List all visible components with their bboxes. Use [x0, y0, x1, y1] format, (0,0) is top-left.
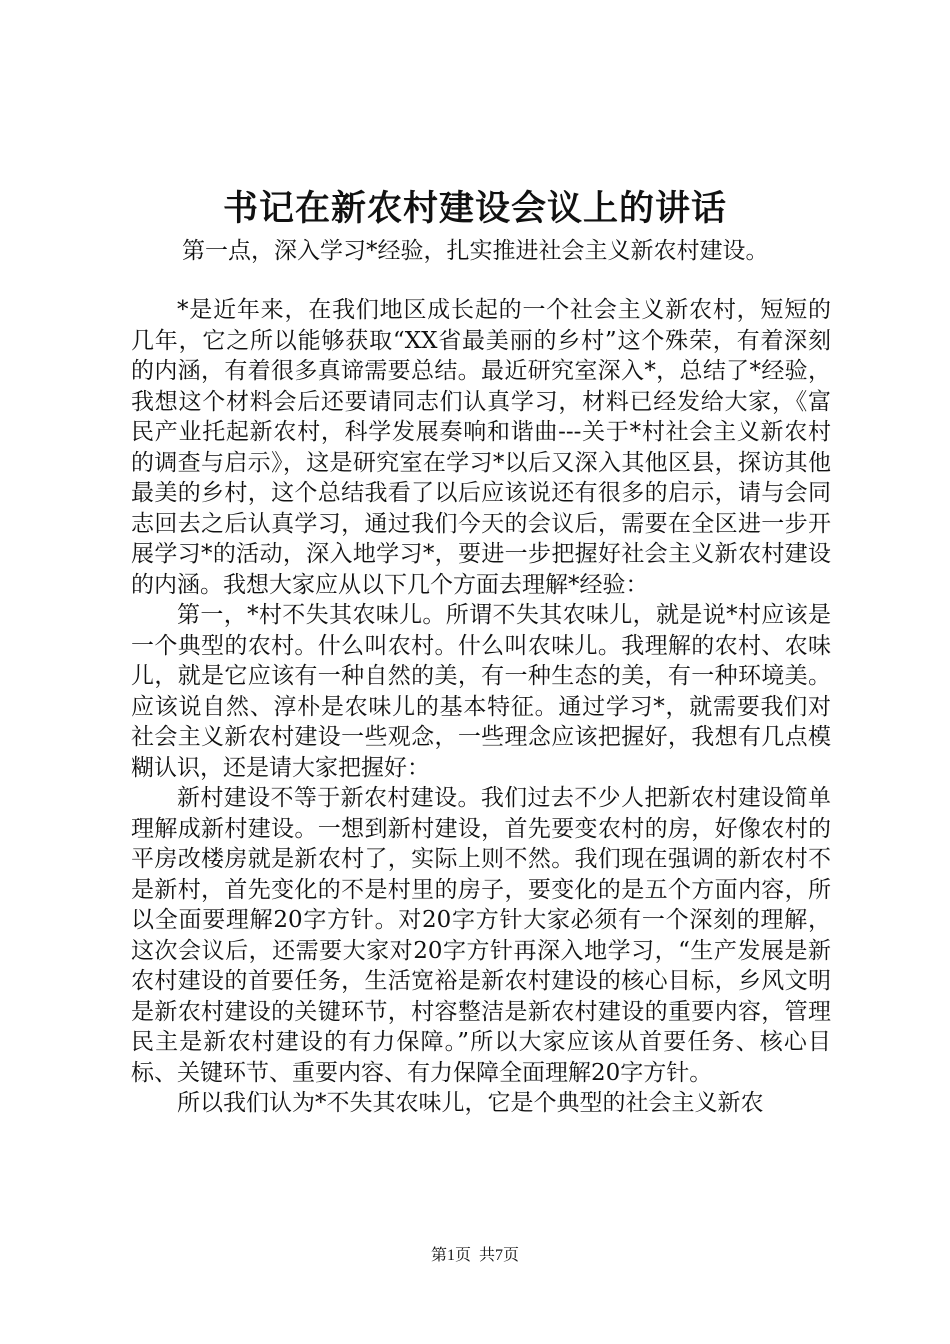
document-subtitle: 第一点，深入学习*经验，扎实推进社会主义新农村建设。 [182, 238, 769, 264]
paragraph: 新村建设不等于新农村建设。我们过去不少人把新农村建设简单理解成新村建设。一想到新村建设，首先要变农村的房，好像农村的平房改楼房就是新农村了，实际上则不然。我们现在强调的新农村不是新村，首先变化的不是村里的房子，要变化的是五个方面内容，所以全面要理解20字方针。对20字方针大家必须有一个深刻的理解，这次会议后，还需要大家对20字方针再深入地学习，“生产发展是新农村建设的首要任务，生活宽裕是新农村建设的核心目标，乡风文明是新农村建设的关键环节，村容整洁是新农村建设的重要内容，管理民主是新农村建设的有力保障。”所以大家应该从首要任务、核心目标、关键环节、重要内容、有力保障全面理解20字方针。 [131, 785, 831, 1086]
page-footer [0, 1246, 950, 1266]
paragraph: 所以我们认为*不失其农味儿，它是个典型的社会主义新农 [177, 1090, 764, 1116]
document-title: 书记在新农村建设会议上的讲话 [222, 188, 727, 229]
paragraph: 第一，*村不失其农味儿。所谓不失其农味儿，就是说*村应该是一个典型的农村。什么叫农村。什么叫农味儿。我理解的农村、农味儿，就是它应该有一种自然的美，有一种生态的美，有一种环境美。应该说自然、淳朴是农味儿的基本特征。通过学习*，就需要我们对社会主义新农村建设一些观念，一些理念应该把握好，我想有几点模糊认识，还是请大家把握好： [131, 602, 831, 781]
paragraph: *是近年来，在我们地区成长起的一个社会主义新农村，短短的几年，它之所以能够获取“XX省最美丽的乡村”这个殊荣，有着深刻的内涵，有着很多真谛需要总结。最近研究室深入*，总结了*经验，我想这个材料会后还要请同志们认真学习，材料已经发给大家，《富民产业托起新农村，科学发展奏响和谐曲---关于*村社会主义新农村的调查与启示》，这是研究室在学习*以后又深入其他区县，探访其他最美的乡村，这个总结我看了以后应该说还有很多的启示，请与会同志回去之后认真学习，通过我们今天的会议后，需要在全区进一步开展学习*的活动，深入地学习*，要进一步把握好社会主义新农村建设的内涵。我想大家应从以下几个方面去理解*经验： [131, 297, 831, 598]
document-body [131, 295, 831, 1119]
page-number: 第1页 [430, 1247, 471, 1264]
page-total: 共7页 [479, 1247, 520, 1264]
